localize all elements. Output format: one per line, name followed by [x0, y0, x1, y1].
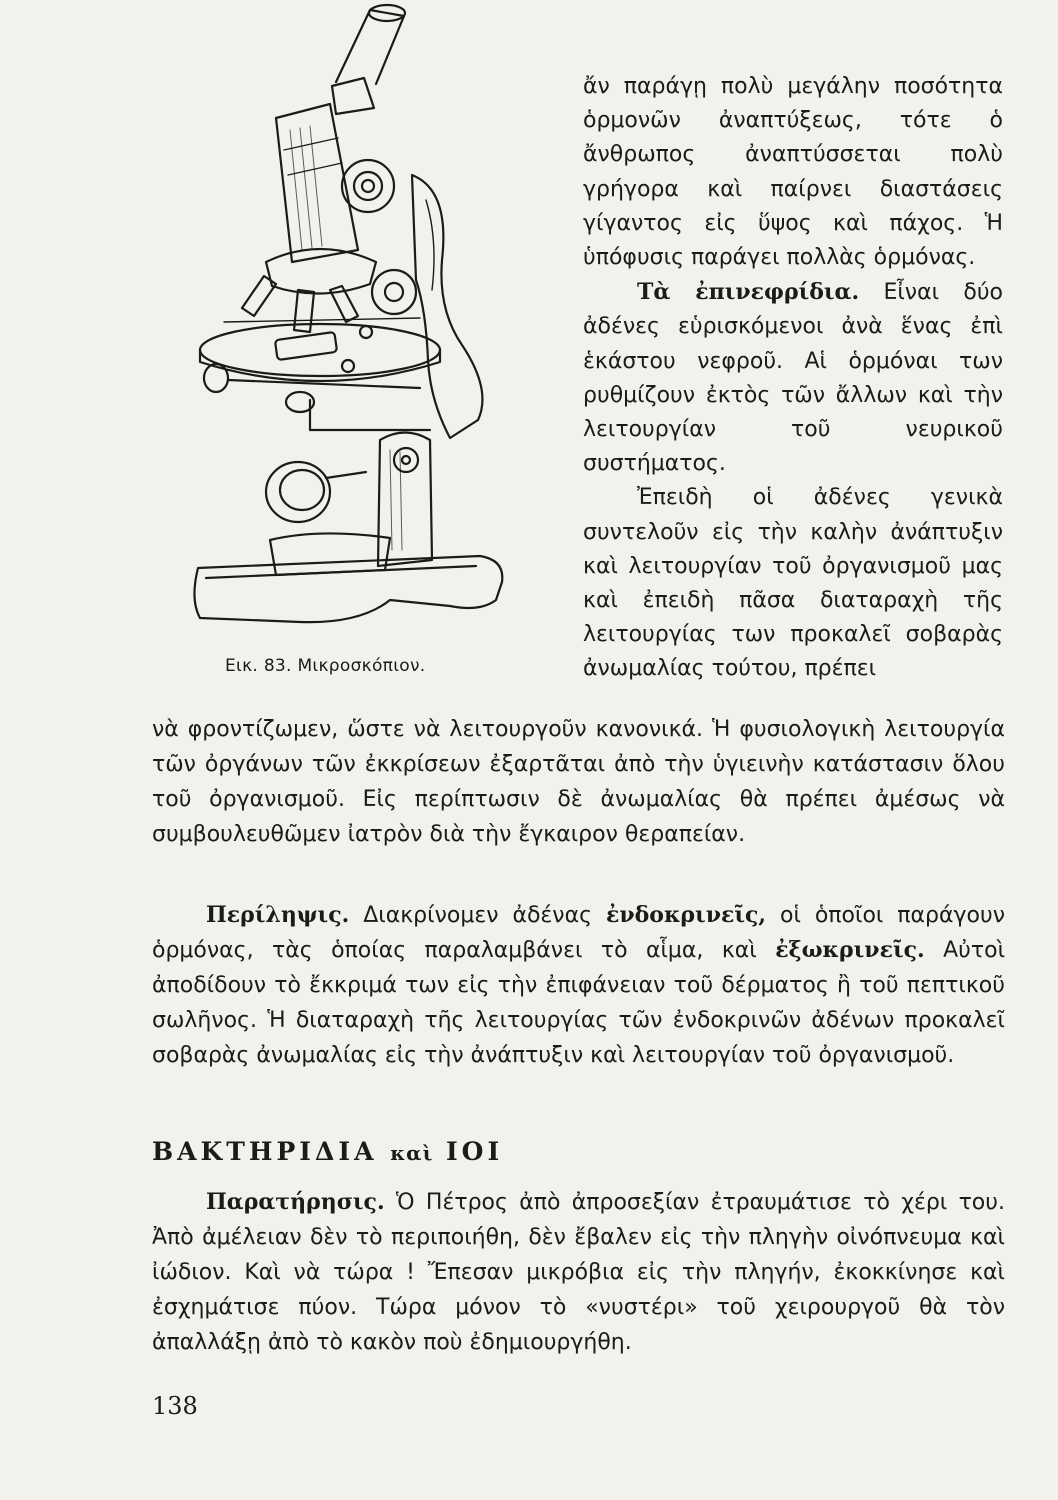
paragraph-2 — [583, 275, 1003, 481]
observation-lead: Παρατήρησις. — [206, 1189, 385, 1215]
summary-bold-1: ἐνδοκρινεῖς, — [605, 902, 767, 928]
body-continuation — [152, 712, 1005, 852]
heading-tail: ΙΟΙ — [445, 1137, 504, 1166]
summary-text-3: Αὐτοὶ ἀποδίδουν τὸ ἔκκριμά των εἰς τὴν ἐπιφάνειαν τοῦ δέρματος ἢ τοῦ πεπτικοῦ σωλῆνος. Ἡ διαταραχὴ τῆς λειτουργίας τῶν ἐνδοκρινῶν ἀδένων προκαλεῖ σοβαρὰς ἀνωμαλίας εἰς τὴν ἀνάπτυξιν καὶ λειτουργίαν τοῦ ὀργανισμοῦ. — [152, 938, 1006, 1068]
summary-text-2: οἱ ὁποῖοι παράγουν ὁρμόνας, τὰς ὁποίας παραλαμβάνει τὸ αἷμα, καὶ — [152, 903, 1006, 963]
summary-lead: Περίληψις. — [206, 902, 350, 928]
summary-bold-2: ἐξωκρινεῖς. — [775, 937, 925, 963]
observation-text: Ὁ Πέτρος ἀπὸ ἀπροσεξίαν ἐτραυμάτισε τὸ χέρι του. Ἀπὸ ἀμέλειαν δὲν τὸ περιποιήθη, δὲν ἔβαλεν εἰς τὴν πληγὴν οἰνόπνευμα καὶ ἰώδιον. Καὶ νὰ τώρα ! Ἔπεσαν μικρόβια εἰς τὴν πληγήν, ἐκοκκίνησε καὶ ἐσχημάτισε πύον. Τώρα μόνον τὸ «νυστέρι» τοῦ χειρουργοῦ θὰ τὸν ἀπαλλάξῃ ἀπὸ τὸ κακὸν ποὺ ἐδημιουργήθη. — [152, 1190, 1005, 1355]
microscope-figure — [180, 0, 520, 640]
paragraph-2-text: Εἶναι δύο ἀδένες εὑρισκόμενοι ἀνὰ ἕνας ἐπὶ ἑκάστου νεφροῦ. Αἱ ὁρμόναι των ρυθμίζουν ἐκτὸς τῶν ἄλλων καὶ τὴν λειτουργίαν τοῦ νευρικοῦ συστήματος. — [583, 280, 1004, 477]
summary-paragraph — [152, 898, 1005, 1073]
observation-paragraph — [152, 1185, 1005, 1360]
observation-section — [152, 1185, 1005, 1360]
microscope-icon — [180, 0, 520, 640]
section-heading — [152, 1137, 503, 1166]
summary-text-1: Διακρίνομεν ἀδένας — [349, 903, 606, 928]
heading-main: ΒΑΚΤΗΡΙΔΙΑ — [152, 1137, 378, 1166]
paragraph-3: Ἐπειδὴ οἱ ἀδένες γενικὰ συντελοῦν εἰς τὴν καλὴν ἀνάπτυξιν καὶ λειτουργίαν τοῦ ὀργανισμοῦ μας καὶ ἐπειδὴ πᾶσα διαταραχὴ τῆς λειτουργίας των προκαλεῖ σοβαρὰς ἀνωμαλίας τούτου, πρέπει — [583, 485, 1003, 682]
body-continuation-text: νὰ φροντίζωμεν, ὥστε νὰ λειτουργοῦν κανονικά. Ἡ φυσιολογικὴ λειτουργία τῶν ὀργάνων τῶν ἐκκρίσεων ἐξαρτᾶται ἀπὸ τὴν ὑγιεινὴν κατάστασιν ὅλου τοῦ ὀργανισμοῦ. Εἰς περίπτωσιν δὲ ἀνωμαλίας θὰ πρέπει ἀμέσως νὰ συμβουλευθῶμεν ἰατρὸν διὰ τὴν ἔγκαιρον θεραπείαν. — [152, 717, 1005, 847]
paragraph-1: ἄν παράγῃ πολὺ μεγάλην ποσότητα ὁρμονῶν ἀναπτύξεως, τότε ὁ ἄνθρωπος ἀναπτύσσεται πολὺ γρήγορα καὶ παίρνει διαστάσεις γίγαντος εἰς ὕψος καὶ πάχος. Ἡ ὑπόφυσις παράγει πολλὰς ὁρμόνας. — [583, 74, 1003, 271]
page-number: 138 — [152, 1392, 198, 1420]
paragraph-2-lead: Τὰ ἐπινεφρίδια. — [637, 279, 860, 306]
summary-section — [152, 898, 1005, 1073]
figure-caption: Εικ. 83. Μικροσκόπιον. — [225, 656, 426, 676]
heading-kai: καὶ — [390, 1141, 434, 1165]
right-column-text — [583, 70, 1003, 687]
